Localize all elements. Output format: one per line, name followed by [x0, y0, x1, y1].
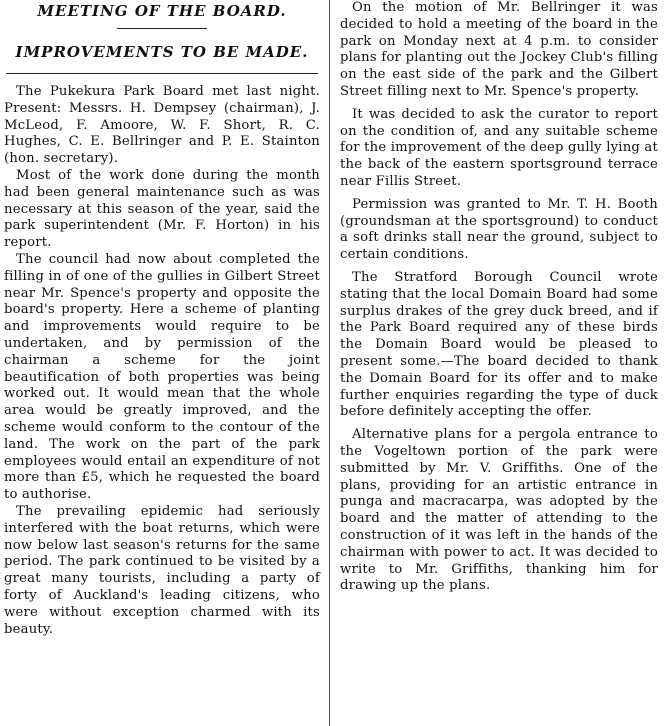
paragraph-gully-report: It was decided to ask the curator to report on the condition of, and any suitable scheme for the improvement of the deep gully lying at the back of the eastern sportsground terrace near Fillis Street. [340, 106, 658, 189]
article-subheading: IMPROVEMENTS TO BE MADE. [15, 43, 309, 61]
subheading-divider [6, 73, 318, 74]
article-heading: MEETING OF THE BOARD. [37, 2, 287, 20]
paragraph-duck-offer: The Stratford Borough Council wrote stating that the local Domain Board had some surplus drakes of the grey duck breed, and if the Park Board required any of these birds the Domain Board would be pleased to present some.—The board decided to thank the Domain Board for its offer and to make further enquiries regarding the type of duck before definitely accepting the offer. [340, 269, 658, 420]
paragraph-park-meeting: On the motion of Mr. Bellringer it was decided to hold a meeting of the board in the park on Monday next at 4 p.m. to consider plans for planting out the Jockey Club's filling on the east side of the park and the Gilbert Street filling next to Mr. Spence's property. [340, 0, 658, 99]
left-column [4, 0, 320, 638]
paragraph-attendance: The Pukekura Park Board met last night. Present: Messrs. H. Dempsey (chairman), J. McLeod, F. Amoore, W. F. Short, R. C. Hughes, C. E. Bellringer and P. E. Stainton (hon. secretary). [4, 84, 320, 167]
right-column [340, 0, 658, 601]
paragraph-superintendent-report: Most of the work done during the month had been general maintenance such as was necessary at this season of the year, said the park superintendent (Mr. F. Horton) in his report. [4, 167, 320, 251]
paragraph-pergola-plans: Alternative plans for a pergola entrance to the Vogeltown portion of the park were submitted by Mr. V. Griffiths. One of the plans, providing for an artistic entrance in punga and macracarpa, was adopted by the board and the matter of attending to the construction of it was left in the hands of the chairman with power to act. It was decided to write to Mr. Griffiths, thanking him for drawing up the plans. [340, 427, 658, 594]
paragraph-boat-returns: The prevailing epidemic had seriously interfered with the boat returns, which were now below last season's returns for the same period. The park continued to be visited by a great many tourists, including a party of forty of Auckland's leading citizens, who were without exception charmed with its beauty. [4, 503, 320, 637]
column-divider [329, 0, 330, 726]
paragraph-drinks-stall: Permission was granted to Mr. T. H. Booth (groundsman at the sportsground) to conduct a soft drinks stall near the ground, subject to certain conditions. [340, 196, 658, 263]
heading-divider [117, 28, 207, 29]
paragraph-gully-filling: The council had now about completed the filling in of one of the gullies in Gilbert Street near Mr. Spence's property and opposite the board's property. Here a scheme of planting and improvements would require to be undertaken, and by permission of the chairman a scheme for the joint beautification of both properties was being worked out. It would mean that the whole area would be greatly improved, and the scheme would conform to the contour of the land. The work on the part of the park employees would entail an expenditure of not more than £5, which he requested the board to authorise. [4, 251, 320, 503]
